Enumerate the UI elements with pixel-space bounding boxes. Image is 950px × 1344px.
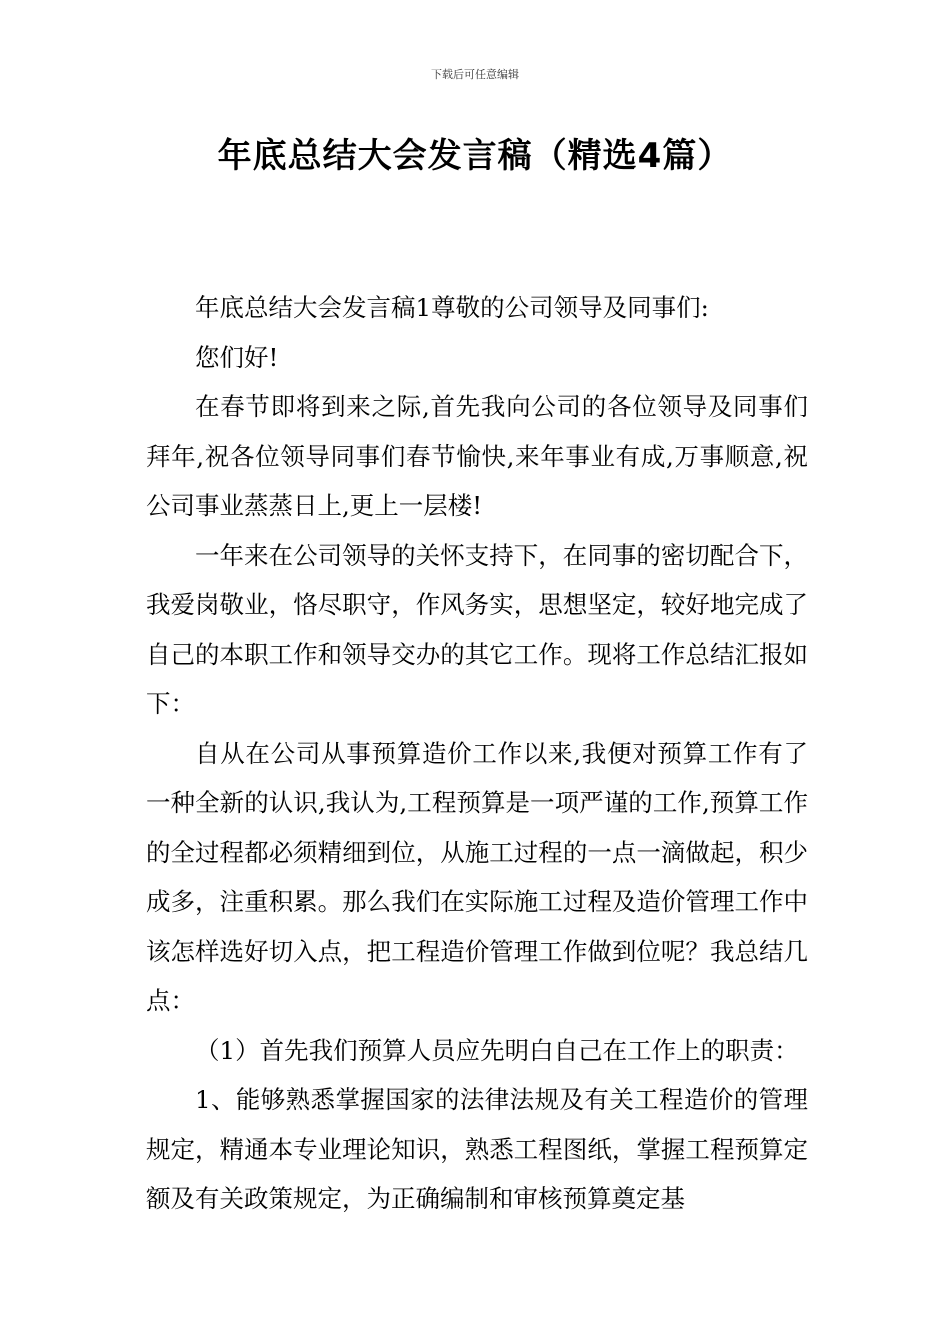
paragraph: 1、能够熟悉掌握国家的法律法规及有关工程造价的管理规定，精通本专业理论知识，熟悉工程图纸，掌握工程预算定额及有关政策规定，为正确编制和审核预算奠定基 bbox=[146, 1085, 808, 1213]
paragraph: 在春节即将到来之际,首先我向公司的各位领导及同事们拜年,祝各位领导同事们春节愉快,来年事业有成,万事顺意,祝公司事业蒸蒸日上,更上一层楼! bbox=[146, 392, 808, 520]
paragraph: 您们好! bbox=[195, 342, 279, 372]
paragraph: 一年来在公司领导的关怀支持下，在同事的密切配合下，我爱岗敬业，恪尽职守，作风务实，思想坚定，较好地完成了自己的本职工作和领导交办的其它工作。现将工作总结汇报如下： bbox=[146, 540, 808, 718]
header-note: 下载后可任意编辑 bbox=[431, 68, 519, 81]
paragraph: 年底总结大会发言稿1尊敬的公司领导及同事们: bbox=[195, 293, 709, 322]
paragraph: （1）首先我们预算人员应先明白自己在工作上的职责： bbox=[195, 1035, 799, 1065]
paragraph: 自从在公司从事预算造价工作以来,我便对预算工作有了一种全新的认识,我认为,工程预算是一项严谨的工作,预算工作的全过程都必须精细到位，从施工过程的一点一滴做起，积少成多，注重积累。那么我们在实际施工过程及造价管理工作中该怎样选好切入点，把工程造价管理工作做到位呢？我总结几点： bbox=[146, 738, 808, 1015]
document-body bbox=[146, 283, 808, 1224]
document-title: 年底总结大会发言稿（精选4篇） bbox=[217, 136, 733, 176]
